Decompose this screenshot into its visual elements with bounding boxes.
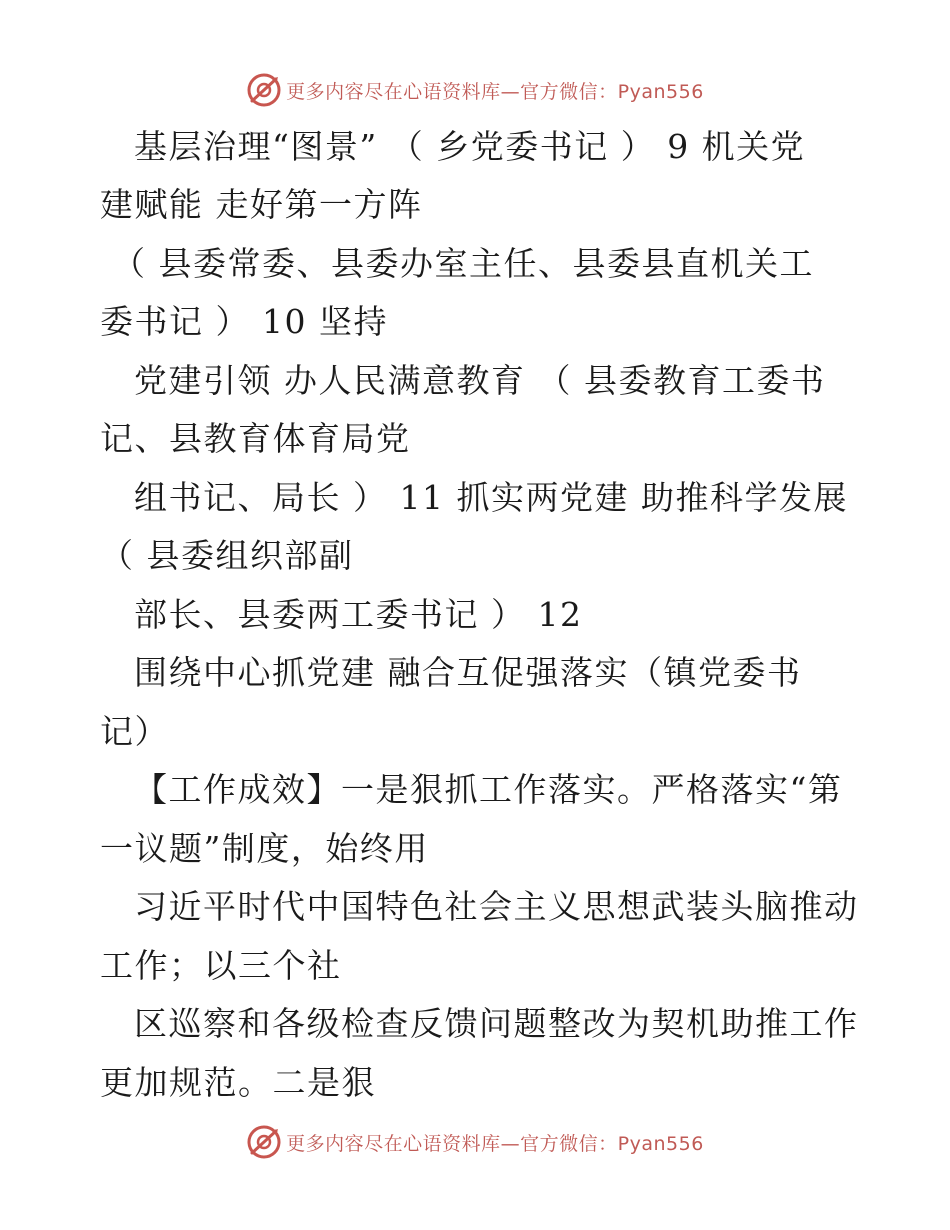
text-line: 围绕中心抓党建 融合互促强落实（镇党委书 [134, 653, 802, 692]
text-line: （ 县委组织部副 [100, 536, 354, 575]
text-line: 【工作成效】一是狠抓工作落实。严格落实“第 [134, 770, 843, 809]
text-line: 组书记、局长 ） 11 抓实两党建 助推科学发展 [134, 478, 848, 517]
text-line: 习近平时代中国特色社会主义思想武装头脑推动 [134, 887, 859, 926]
text-line: 工作；以三个社 [100, 946, 342, 985]
text-line: 部长、县委两工委书记 ） 12 [134, 595, 583, 634]
text-line: 区巡察和各级检查反馈问题整改为契机助推工作 [134, 1004, 859, 1043]
footer-watermark-text: 更多内容尽在心语资料库—官方微信：Pyan556 [286, 1132, 704, 1155]
text-line: 委书记 ） 10 坚持 [100, 302, 388, 341]
watermark-logo-icon [246, 1124, 282, 1160]
header-watermark-text: 更多内容尽在心语资料库—官方微信：Pyan556 [286, 80, 704, 103]
text-line: 记、县教育体育局党 [100, 419, 411, 458]
text-line: 一议题”制度，始终用 [100, 829, 429, 868]
text-line: 党建引领 办人民满意教育 （ 县委教育工委书 [134, 361, 826, 400]
text-line: 更加规范。二是狠 [100, 1063, 376, 1102]
text-line: 记） [100, 712, 169, 751]
footer-watermark [0, 1122, 950, 1162]
text-line: （ 县委常委、县委办室主任、县委县直机关工 [112, 244, 814, 283]
text-line: 建赋能 走好第一方阵 [100, 185, 423, 224]
text-line: 基层治理“图景” （ 乡党委书记 ） 9 机关党 [134, 127, 806, 166]
